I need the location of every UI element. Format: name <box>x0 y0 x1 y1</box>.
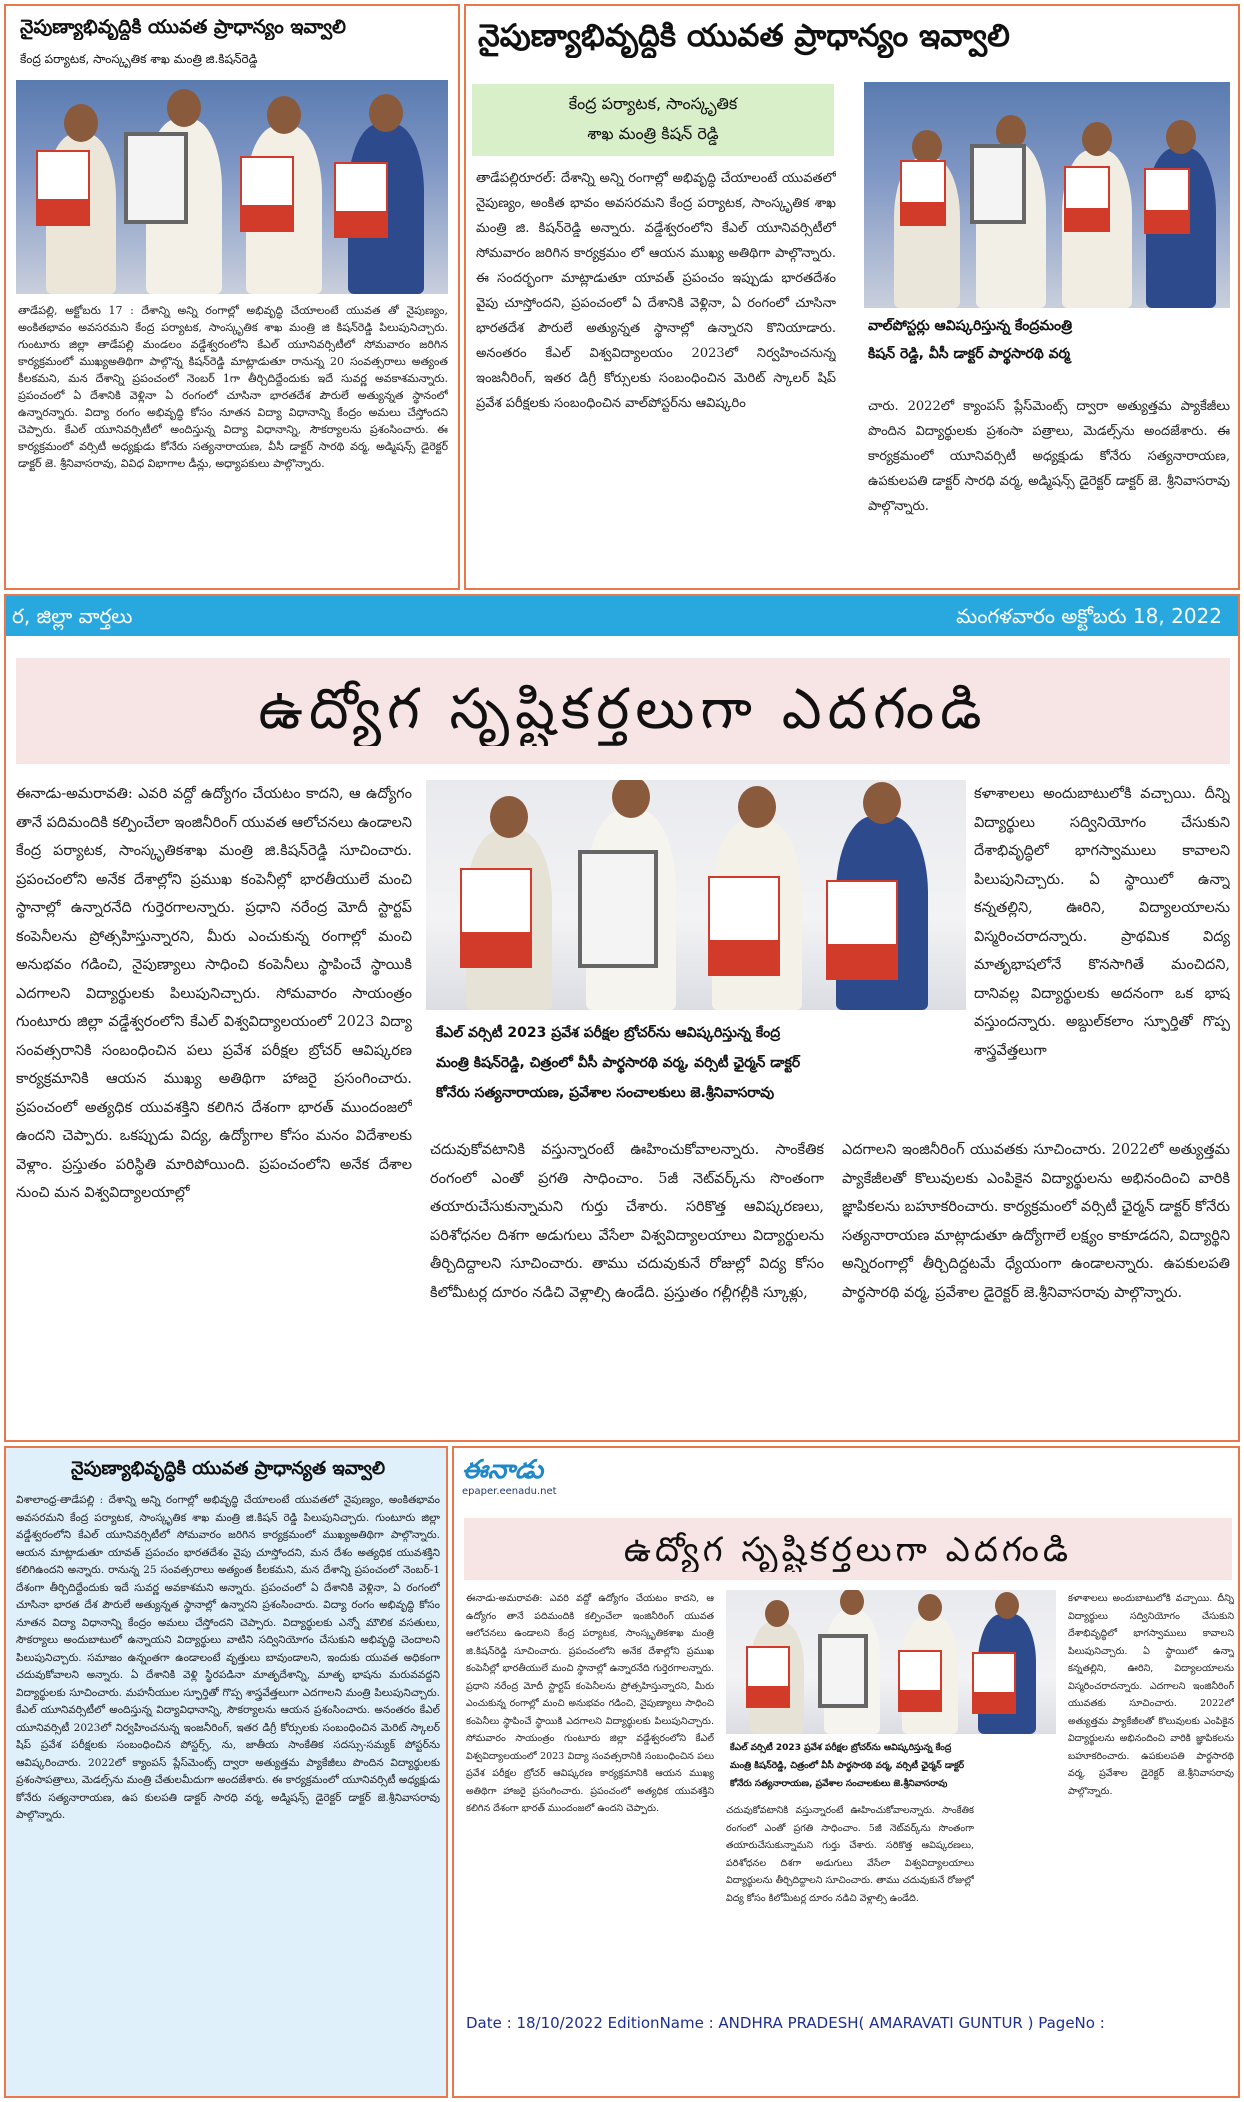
clip5-caption-line1: కేఎల్ వర్సిటీ 2023 ప్రవేశ పరీక్షల బ్రోచర్‌ను ఆవిష్కరిస్తున్న కేంద్ర <box>730 1743 952 1753</box>
clip2-poster-3 <box>1144 168 1190 234</box>
clip5-headline: ఉద్యోగ సృష్టికర్తలుగా ఎదగండి <box>623 1530 1073 1570</box>
clip3-col2: చదువుకోవటానికి వస్తున్నారంటే ఊహించుకోవాలన్నారు. సాంకేతిక రంగంలో ఎంతో ప్రగతి సాధించాం. 5జీ నెట్‌వర్క్‌ను సొంతంగా తయారుచేసుకున్నామని గుర్తు చేశారు. సరికొత్త ఆవిష్కరణలు, పరిశోధనల దిశగా అడుగులు వేసేలా విశ్వవిద్యాలయాలు విద్యార్థులను తీర్చిదిద్దాలని సూచించారు. తాము చదువుకునే రోజుల్లో విద్య కోసం కిలోమీటర్ల దూరం నడిచి వెళ్లాల్సి ఉండేది. ప్రస్తుతం గల్లీగల్లీకి స్కూళ్లు, <box>430 1142 824 1301</box>
clip3-headline: ఉద్యోగ సృష్టికర్తలుగా ఎదగండి <box>258 677 988 742</box>
clip3-poster-frame <box>578 850 658 968</box>
clip-visalaandhra <box>4 1446 448 2098</box>
clip3-caption-line3: కోనేరు సత్యనారాయణ, ప్రవేశాల సంచాలకులు జె.శ్రీనివాసరావు <box>436 1085 775 1101</box>
clip5-poster-3 <box>972 1652 1016 1714</box>
clip2-subhead-box <box>472 84 834 156</box>
clip1-poster-frame <box>124 132 188 224</box>
clip3-photo <box>426 780 966 1010</box>
clip2-body-right: చారు. 2022లో క్యాంపస్ ప్లేస్‌మెంట్స్ ద్వారా అత్యుత్తమ ప్యాకేజీలు పొందిన విద్యార్థులకు ప్రశంసా పత్రాలు, మెడల్స్‌ను అందజేశారు. ఈ కార్యక్రమంలో యూనివర్సిటీ అధ్యక్షుడు కోనేరు సత్యనారాయణ, ఉపకులపతి డాక్టర్ సారధి వర్మ, అడ్మిషన్స్ డైరెక్టర్ డాక్టర్ జె. శ్రీనివాసరావు పాల్గొన్నారు. <box>868 399 1230 514</box>
clip4-headline: నైపుణ్యాభివృద్ధికి యువత ప్రాధాన్యత ఇవ్వాలి <box>70 1458 386 1479</box>
clip1-poster-1 <box>36 150 90 226</box>
clip3-top-band <box>6 596 1240 636</box>
clip5-caption-line3: కోనేరు సత్యనారాయణ, ప్రవేశాల సంచాలకులు జె.శ్రీనివాసరావు <box>730 1779 948 1789</box>
clip2-caption-line2: కిషన్ రెడ్డి, వీసీ డాక్టర్ పార్థసారథి వర్మ <box>868 346 1070 362</box>
clip5-col2: చదువుకోవటానికి వస్తున్నారంటే ఊహించుకోవాలన్నారు. సాంకేతిక రంగంలో ఎంతో ప్రగతి సాధించాం. 5జీ నెట్‌వర్క్‌ను సొంతంగా తయారుచేసుకున్నామని గుర్తు చేశారు. సరికొత్త ఆవిష్కరణలు, పరిశోధనల దిశగా అడుగులు వేసేలా విశ్వవిద్యాలయాలు విద్యార్థులను తీర్చిదిద్దాలని సూచించారు. తాము చదువుకునే రోజుల్లో విద్య కోసం కిలోమీటర్ల దూరం నడిచి వెళ్లాల్సి ఉండేది. <box>726 1805 974 1904</box>
clip3-col3-bottom: ఎదగాలని ఇంజినీరింగ్ యువతకు సూచించారు. 2022లో అత్యుత్తమ ప్యాకేజీలతో కొలువులకు ఎంపికైన విద్యార్థులను అభినందించి వారికి జ్ఞాపికలను బహూకరించారు. కార్యక్రమంలో వర్సిటీ ఛైర్మన్ డాక్టర్ కోనేరు సత్యనారాయణ మాట్లాడుతూ ఉద్యోగాలే లక్ష్యం కాకూడదని, విద్యార్థిని అన్నిరంగాల్లో తీర్చిదిద్దటమే ధ్యేయంగా ఉండాలన్నారు. ఉపకులపతి పార్థసారథి వర్మ, ప్రవేశాల డైరెక్టర్ జె.శ్రీనివాసరావు పాల్గొన్నారు. <box>842 1142 1230 1301</box>
eenadu-logo-url: epaper.eenadu.net <box>462 1486 557 1497</box>
clip3-col1: ఈనాడు-అమరావతి: ఎవరి వద్దో ఉద్యోగం చేయటం కాదని, ఆ ఉద్యోగం తానే పదిమందికి కల్పించేలా ఇంజినీరింగ్ యువత ఆలోచనలు ఉండాలని కేంద్ర పర్యాటక, సాంస్కృతికశాఖ మంత్రి జి.కిషన్‌రెడ్డి సూచించారు. ప్రపంచంలోని అనేక దేశాల్లోని ప్రముఖ కంపెనీల్లో భారతీయులే మంచి స్థానాల్లో ఉన్నారనేది గుర్తెరగాలన్నారు. ప్రధాని నరేంద్ర మోదీ స్టార్టప్ కంపెనీలను ప్రోత్సహిస్తున్నారని, మీరు ఎంచుకున్న రంగాల్లో మంచి అనుభవం గడించి, నైపుణ్యాలు సాధించి కంపెనీలు స్థాపించే స్థాయికి ఎదగాలని విద్యార్థులకు పిలుపునిచ్చారు. సోమవారం సాయంత్రం గుంటూరు జిల్లా వడ్డేశ్వరంలోని కేఎల్ విశ్వవిద్యాలయంలో 2023 విద్యా సంవత్సరానికి సంబంధించిన పలు ప్రవేశ పరీక్షల బ్రోచర్ ఆవిష్కరణ కార్యక్రమానికి ఆయన ముఖ్య అతిథిగా హాజరై ప్రసంగించారు. ప్రపంచంలో అత్యధిక యువశక్తిని కలిగిన దేశంగా భారత్ ముందంజలో ఉందని చెప్పారు. ఒకప్పుడు విద్య, ఉద్యోగాల కోసం మనం విదేశాలకు వెళ్లాం. ప్రస్తుతం పరిస్థితి మారిపోయింది. ప్రపంచంలోని అనేక దేశాల నుంచి మన విశ్వవిద్యాలయాల్లో <box>16 786 412 1201</box>
clip2-subhead-line2: శాఖ మంత్రి కిషన్ రెడ్డి <box>587 124 719 143</box>
clip1-subhead: కేంద్ర పర్యాటక, సాంస్కృతిక శాఖ మంత్రి జి.కిషన్‌రెడ్డి <box>20 52 258 66</box>
clip-eenadu-main <box>4 594 1240 1442</box>
clip1-body: తాడేపల్లి, అక్టోబరు 17 : దేశాన్ని అన్ని రంగాల్లో అభివృద్ధి చేయాలంటే యువత తో నైపుణ్యం, అంకితభావం అవసరమని కేంద్ర పర్యాటక, సాంస్కృతిక శాఖ మంత్రి జి కిషన్‌రెడ్డి పిలుపునిచ్చారు. గుంటూరు జిల్లా తాడేపల్లి మండలం వడ్డేశ్వరంలోని కేఎల్ యూనివర్సిటీలో సోమవారం జరిగిన కార్యక్రమంలో ముఖ్యఅతిథిగా పాల్గొన్న కిషన్‌రెడ్డి మాట్లాడుతూ రానున్న 20 సంవత్సరాలు అత్యంత కీలకమని, మన దేశాన్ని ప్రపంచంలో నెంబర్ 1గా తీర్చిదిద్దేందుకు ఇదే సువర్ణ అవకాశమన్నారు. ప్రపంచంలో ఏ దేశానికి వెళ్లినా ఏ రంగంలో చూసినా భారతదేశ పౌరులే అత్యున్నత స్థానంలో ఉన్నారన్నారు. విద్యా రంగం అభివృద్ధి కోసం నూతన విద్యా విధానాన్ని కేంద్రం అమలు చేస్తోందని చెప్పారు. కేఎల్ యూనివర్సిటీలో అందిస్తున్న విద్యా విధానాన్ని, సౌకర్యాలను ప్రశంసించారు. ఈ కార్యక్రమంలో వర్సిటీ అధ్యక్షుడు కోనేరు సత్యనారాయణ, వీసీ డాక్టర్ సారథి వర్మ, అడ్మిషన్స్ డైరెక్టర్ డాక్టర్ జె. శ్రీనివాసరావు, వివిధ విభాగాల డీన్లు, అధ్యాపకులు పాల్గొన్నారు. <box>18 304 448 470</box>
clip5-photo <box>726 1590 1056 1734</box>
clip2-body-left: తాడేపల్లిరూరల్: దేశాన్ని అన్ని రంగాల్లో అభివృద్ధి చేయాలంటే యువతలో నైపుణ్యం, అంకిత భావం అవసరమని కేంద్ర పర్యాటక, సాంస్కృతిక శాఖ మంత్రి జి. కిషన్‌రెడ్డి అన్నారు. వడ్డేశ్వరంలోని కేఎల్ యూనివర్సిటీలో సోమవారం జరిగిన కార్యక్రమం లో ఆయన ముఖ్య అతిథిగా పాల్గొన్నారు. ఈ సందర్భంగా మాట్లాడుతూ యావత్ ప్రపంచం ఇప్పుడు భారతదేశం వైపు చూస్తోందని, ప్రపంచంలో ఏ దేశానికి వెళ్లినా, ఏ రంగంలో చూసినా భారతదేశ పౌరులే అత్యున్నత స్థానాల్లో ఉన్నారని కొనియాడారు. అనంతరం కేఎల్ విశ్వవిద్యాలయం 2023లో నిర్వహించనున్న ఇంజనీరింగ్, ఇతర డిగ్రీ కోర్సులకు సంబంధించిన మెరిట్ స్కాలర్ షిప్ ప్రవేశ పరీక్షలకు సంబంధించిన వాల్‌పోస్టర్‌ను ఆవిష్కరిం <box>476 171 836 411</box>
clip5-headline-box <box>464 1518 1232 1580</box>
clip1-headline: నైపుణ్యాభివృద్ధికి యువత ప్రాధాన్యం ఇవ్వాలి <box>20 16 346 38</box>
clip2-subhead-line1: కేంద్ర పర్యాటక, సాంస్కృతిక <box>568 94 738 113</box>
eenadu-logo <box>462 1454 582 1500</box>
clip3-poster-1 <box>460 868 532 968</box>
clip5-col3: కళాశాలలు అందుబాటులోకి వచ్చాయి. దీన్ని విద్యార్థులు సద్వినియోగం చేసుకుని దేశాభివృద్ధిలో భాగస్వాములు కావాలని పిలుపునిచ్చారు. ఏ స్థాయిలో ఉన్నా కన్నతల్లిని, ఊరిని, విద్యాలయాలను విస్మరించరాదన్నారు. ఎదగాలని ఇంజినీరింగ్ యువతకు సూచించారు. 2022లో అత్యుత్తమ ప్యాకేజీలతో కొలువులకు ఎంపికైన విద్యార్థులను అభినందించి వారికి జ్ఞాపికలను బహూకరించారు. ఉపకులపతి పార్థసారథి వర్మ, ప్రవేశాల డైరెక్టర్ జె.శ్రీనివాసరావు పాల్గొన్నారు. <box>1068 1593 1234 1797</box>
clip3-poster-2 <box>708 876 780 976</box>
clip3-poster-3 <box>826 880 898 980</box>
clip2-poster-frame <box>970 144 1026 224</box>
clip-andhrajyothy <box>4 4 460 590</box>
clip5-footer: Date : 18/10/2022 EditionName : ANDHRA PRADESH( AMARAVATI GUNTUR ) PageNo : <box>466 2014 1105 2032</box>
clip4-body: విశాలాంధ్ర-తాడేపల్లి : దేశాన్ని అన్ని రంగాల్లో అభివృద్ధి చేయాలంటే యువతలో నైపుణ్యం, అంకితభావం అవసరమని కేంద్ర పర్యాటక, సాంస్కృతిక శాఖ మంత్రి జి.కిషన్ రెడ్డి పిలుపునిచ్చారు. గుంటూరు జిల్లా వడ్డేశ్వరంలోని కేఎల్ యూనివర్సిటీలో సోమవారం జరిగిన కార్యక్రమంలో ముఖ్యఅతిథిగా పాల్గొన్నారు. ఆయన మాట్లాడుతూ యావత్ ప్రపంచం భారతదేశం వైపు చూస్తోందని, మన దేశం అత్యధిక యువశక్తిని కలిగిఉందని అన్నారు. రానున్న 25 సంవత్సరాలు అత్యంత కీలకమని, మన దేశాన్ని ప్రపంచంలో నెంబర్-1 దేశంగా తీర్చిదిద్దేందుకు ఇదే సువర్ణ అవకాశమని అన్నారు. ప్రపంచంలో ఏ దేశానికి వెళ్లినా, ఏ రంగంలో చూసినా భారత దేశ పౌరులే అత్యున్నత స్థానాల్లో ఉన్నారని ప్రశంసించారు. విద్యా రంగం అభివృద్ధి కోసం నూతన విద్యా విధానాన్ని కేంద్రం అమలు చేస్తోందని చెప్పారు. విద్యార్థులకు ఎన్నో మౌలిక వసతులు, సౌకర్యాలు అందుబాటులో ఉన్నాయని విద్యార్థులు వాటిని సద్వినియోగం చేసుకుని అభివృద్ధి చెందాలని పిలుపునిచ్చారు. సమాజం ఉన్నంతగా ఉండాలంటే వృత్తులు బావుండాలని, ఇందుకు యువత అధికంగా చదువుకోవాలని అన్నారు. ఏ దేశానికి వెళ్లి స్థిరపడినా మాతృదేశాన్ని, మాతృ భాషను మరువవద్దని విద్యార్థులకు సూచించారు. మహనీయుల స్ఫూర్తితో గొప్ప శాస్త్రవేత్తలుగా ఎదగాలని మంత్రి పిలుపునిచ్చారు. కేఎల్ యూనివర్సిటీలో అందిస్తున్న విద్యావిధానాన్ని, సౌకర్యాలను ఆయన ప్రశంసించారు. అనంతరం కేఎల్ యూనివర్సిటీ 2023లో నిర్వహించనున్న ఇంజనీరింగ్, ఇతర డిగ్రీ కోర్సులకు సంబంధించిన మెరిట్ స్కాలర్ షిప్ ప్రవేశ పరీక్షలకు సంబంధించిన పోస్టర్స్, ను, జాతీయ సాంకేతిక సదస్సు-సమ్యక్ పోస్టర్‌ను ఆవిష్కరించారు. 2022లో క్యాంపస్ ప్లేస్‌మెంట్స్ ద్వారా అత్యుత్తమ ప్యాకేజీలు పొందిన విద్యార్థులకు ప్రశంసాపత్రాలు, మెడల్స్‌ను మంత్రి చేతులమీదుగా అందజేశారు. ఈ కార్యక్రమంలో యూనివర్సిటీ అధ్యక్షుడు కోనేరు సత్యనారాయణ, ఉప కులపతి డాక్టర్ సారధి వర్మ, అడ్మిషన్స్ డైరెక్టర్ డాక్టర్ జె.శ్రీనివాసరావు పాల్గొన్నారు. <box>16 1494 440 1821</box>
clip3-band-left: ర, జిల్లా వార్తలు <box>12 604 133 628</box>
eenadu-logo-text: ఈనాడు <box>462 1455 544 1485</box>
clip5-poster-1 <box>746 1646 790 1708</box>
clip5-poster-frame <box>818 1634 868 1708</box>
clip5-poster-2 <box>898 1650 942 1712</box>
clip1-poster-2 <box>240 156 294 232</box>
clip5-col1: ఈనాడు-అమరావతి: ఎవరి వద్దో ఉద్యోగం చేయటం కాదని, ఆ ఉద్యోగం తానే పదిమందికి కల్పించేలా ఇంజినీరింగ్ యువత ఆలోచనలు ఉండాలని కేంద్ర పర్యాటక, సాంస్కృతికశాఖ మంత్రి జి.కిషన్‌రెడ్డి సూచించారు. ప్రపంచంలోని అనేక దేశాల్లోని ప్రముఖ కంపెనీల్లో భారతీయులే మంచి స్థానాల్లో ఉన్నారనేది గుర్తెరగాలన్నారు. ప్రధాని నరేంద్ర మోదీ స్టార్టప్ కంపెనీలను ప్రోత్సహిస్తున్నారని, మీరు ఎంచుకున్న రంగాల్లో మంచి అనుభవం గడించి, నైపుణ్యాలు సాధించి కంపెనీలు స్థాపించే స్థాయికి ఎదగాలని విద్యార్థులకు పిలుపునిచ్చారు. సోమవారం సాయంత్రం గుంటూరు జిల్లా వడ్డేశ్వరంలోని కేఎల్ విశ్వవిద్యాలయంలో 2023 విద్యా సంవత్సరానికి సంబంధించిన పలు ప్రవేశ పరీక్షల బ్రోచర్ ఆవిష్కరణ కార్యక్రమానికి ఆయన ముఖ్య అతిథిగా హాజరై ప్రసంగించారు. ప్రపంచంలో అత్యధిక యువశక్తిని కలిగిన దేశంగా భారత్ ముందంజలో ఉందని చెప్పారు. <box>466 1593 714 1814</box>
clip5-caption-line2: మంత్రి కిషన్‌రెడ్డి, చిత్రంలో వీసీ పార్థసారథి వర్మ, వర్సిటీ ఛైర్మన్ డాక్టర్ <box>730 1761 965 1771</box>
clip3-band-right: మంగళవారం అక్టోబరు 18, 2022 <box>956 604 1222 628</box>
clip3-headline-box <box>16 658 1230 764</box>
clip2-caption-line1: వాల్‌పోస్టర్లు ఆవిష్కరిస్తున్న కేంద్రమంత్రి <box>868 318 1073 334</box>
clip1-photo <box>16 80 448 294</box>
clip2-headline: నైపుణ్యాభివృద్ధికి యువత ప్రాధాన్యం ఇవ్వాలి <box>478 18 1010 54</box>
clip2-photo <box>864 82 1230 308</box>
clip3-col3-top: కళాశాలలు అందుబాటులోకి వచ్చాయి. దీన్ని విద్యార్థులు సద్వినియోగం చేసుకుని దేశాభివృద్ధిలో భాగస్వాములు కావాలని పిలుపునిచ్చారు. ఏ స్థాయిలో ఉన్నా కన్నతల్లిని, ఊరిని, విద్యాలయాలను విస్మరించరాదన్నారు. ప్రాథమిక విద్య మాతృభాషలోనే కొనసాగితే మంచిదని, దానివల్ల విద్యార్థులకు అదనంగా ఒక భాష వస్తుందన్నారు. అబ్దుల్‌కలాం స్ఫూర్తితో గొప్ప శాస్త్రవేత్తలుగా <box>974 786 1230 1059</box>
clip2-poster-1 <box>900 160 946 226</box>
clip-eenadu-epaper <box>452 1446 1240 2098</box>
clip2-poster-2 <box>1064 166 1110 232</box>
clip-sakshi <box>464 4 1240 590</box>
clip3-caption-line1: కేఎల్ వర్సిటీ 2023 ప్రవేశ పరీక్షల బ్రోచర్‌ను ఆవిష్కరిస్తున్న కేంద్ర <box>436 1025 781 1041</box>
clip1-poster-3 <box>334 162 388 238</box>
clip3-caption-line2: మంత్రి కిషన్‌రెడ్డి, చిత్రంలో వీసీ పార్థసారథి వర్మ, వర్సిటీ ఛైర్మన్ డాక్టర్ <box>436 1055 801 1071</box>
